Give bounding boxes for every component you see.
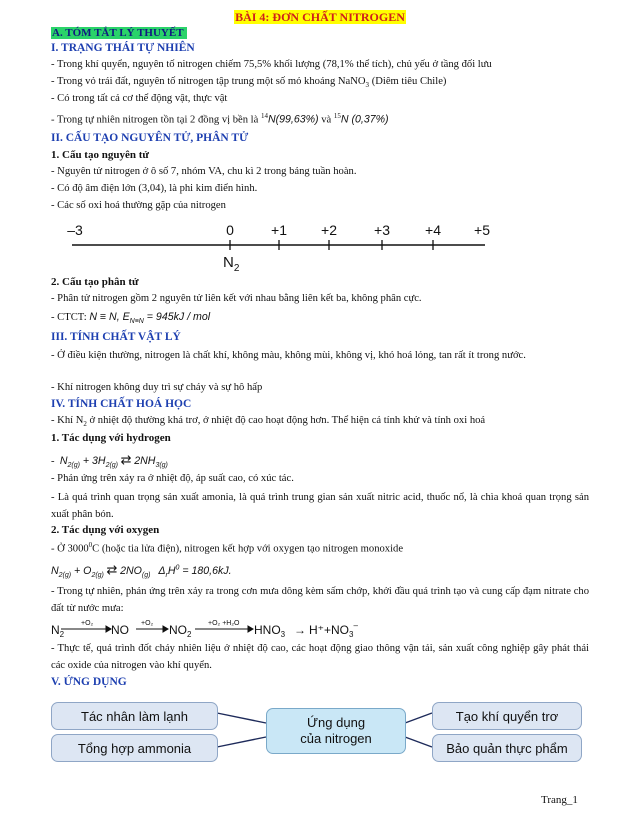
tick-label: +3	[374, 222, 390, 238]
tick-label: +5	[474, 222, 490, 238]
svg-text:N2: $N_2$	[51, 623, 65, 639]
svg-text:+O₂ +H₂O: +O₂ +H₂O	[208, 620, 240, 627]
section-2-heading: II. CẤU TẠO NGUYÊN TỬ, PHÂN TỬ	[51, 132, 249, 144]
tick-label: –3	[67, 222, 83, 238]
text-line: - Khí nitrogen không duy trì sự cháy và sự hô hấp	[51, 382, 263, 393]
tick-label: +1	[271, 222, 287, 238]
text-line: - Trong vỏ trái đất, nguyên tố nitrogen tập trung một số mỏ khoáng NaNO$_3$ (Diêm tiêu Chile)	[51, 76, 447, 90]
text-line: - Phản ứng trên xảy ra ở nhiệt độ, áp suất cao, có xúc tác.	[51, 473, 294, 484]
equation-oxygen: $N_{2(g)} + O_{2(g)}$ ⇄ $2NO_{(g)}$ $\Delta_rH^0 = 180,6kJ$.	[51, 562, 232, 580]
text-line: - Khí $N_2$ ở nhiệt độ thường khá trơ, ở nhiệt độ cao hoạt động hơn. Thể hiện cả tính khử và tính oxi hoá	[51, 415, 486, 429]
paragraph: - Thực tế, quá trình đốt cháy nhiên liệu ở nhiệt độ cao, các hoạt động giao thông vận tải, sản xuất công nghiệp gây phát thải các oxide của nitrogen vào khí quyển.	[51, 643, 589, 671]
tick-label: +2	[321, 222, 337, 238]
text-line: - Trong tự nhiên nitrogen tồn tại 2 đồng vị bền là $^{14}$N(99,63%) và $^{15}$N (0,37%)	[51, 112, 389, 126]
reaction-chain	[51, 618, 381, 640]
application-food-preservation: Bảo quản thực phẩm	[432, 734, 582, 762]
application-refrigerant: Tác nhân làm lạnh	[51, 702, 218, 730]
svg-text:+O₂: +O₂	[141, 620, 154, 627]
tick-label: +4	[425, 222, 441, 238]
text-line: - Có trong tất cả cơ thể động vật, thực vật	[51, 93, 228, 104]
ctct-line: - CTCT: N ≡ N, $E_{N\equiv N} = 945kJ$ / mol	[51, 311, 211, 326]
application-ammonia-synthesis: Tổng hợp ammonia	[51, 734, 218, 762]
section-4-heading: IV. TÍNH CHẤT HOÁ HỌC	[51, 398, 192, 410]
paragraph: - Ở điều kiện thường, nitrogen là chất khí, không màu, không mùi, không vị, khó hoá lỏng, tan rất ít trong nước.	[51, 350, 526, 361]
oxidation-number-line	[40, 214, 500, 274]
n2-marker: $N_2$	[223, 254, 240, 274]
section-5-heading: V. ỨNG DỤNG	[51, 676, 127, 688]
text-line: - Trong khí quyển, nguyên tố nitrogen chiếm 75,5% khối lượng (78,1% thể tích), chủ yếu ở tầng đối lưu	[51, 59, 492, 70]
equation-hydrogen: - $N_{2(g)} + 3H_{2(g)}$ ⇄ $2NH_{3(g)}$	[51, 452, 168, 470]
text-line: - Phân tử nitrogen gồm 2 nguyên tử liên kết với nhau bằng liên kết ba, không phân cực.	[51, 293, 422, 304]
svg-text:+O₂: +O₂	[81, 620, 94, 627]
subheading: 1. Tác dụng với hydrogen	[51, 432, 171, 444]
svg-text:NO: NO	[111, 623, 129, 637]
text-line: - Ở 3000$^0$C (hoặc tia lửa điện), nitrogen kết hợp với oxygen tạo nitrogen monoxide	[51, 541, 404, 555]
tick-label: 0	[226, 222, 234, 238]
text-line: - Có độ âm điện lớn (3,04), là phi kim điển hình.	[51, 183, 258, 194]
applications-center-node: Ứng dụng của nitrogen	[266, 708, 406, 754]
subheading: 2. Cấu tạo phân tử	[51, 276, 139, 288]
paragraph: - Trong tự nhiên, phản ứng trên xảy ra trong cơn mưa dông kèm sấm chớp, khởi đầu quá trình tạo và cung cấp đạm nitrate cho đất từ nước mưa:	[51, 586, 589, 614]
application-inert-atmosphere: Tạo khí quyển trơ	[432, 702, 582, 730]
svg-text:H⁺+NO3–: $H^++NO_3^-$	[309, 621, 358, 639]
section-1-heading: I. TRẠNG THÁI TỰ NHIÊN	[51, 42, 195, 54]
svg-text:→: →	[294, 623, 306, 637]
subheading: 1. Cấu tạo nguyên tử	[51, 149, 149, 161]
text-line: - Nguyên tử nitrogen ở ô số 7, nhóm VA, chu kì 2 trong bảng tuần hoàn.	[51, 166, 357, 177]
paragraph: - Là quá trình quan trọng sản xuất amonia, là quá trình trung gian sản xuất nitric acid, thuốc nổ, là chìa khoá quan trọng sản xuất phân bón.	[51, 492, 589, 520]
section-3-heading: III. TÍNH CHẤT VẬT LÝ	[51, 331, 181, 343]
svg-text:HNO3: $HNO_3$	[254, 623, 286, 639]
page-title: BÀI 4: ĐƠN CHẤT NITROGEN	[235, 10, 405, 24]
text-line: - Các số oxi hoá thường gặp của nitrogen	[51, 200, 226, 211]
svg-text:NO2: $NO_2$	[169, 623, 192, 639]
section-a-heading: A. TÓM TẮT LÝ THUYẾT	[51, 27, 187, 39]
subheading: 2. Tác dụng với oxygen	[51, 524, 160, 536]
page-number: Trang_1	[541, 794, 578, 806]
